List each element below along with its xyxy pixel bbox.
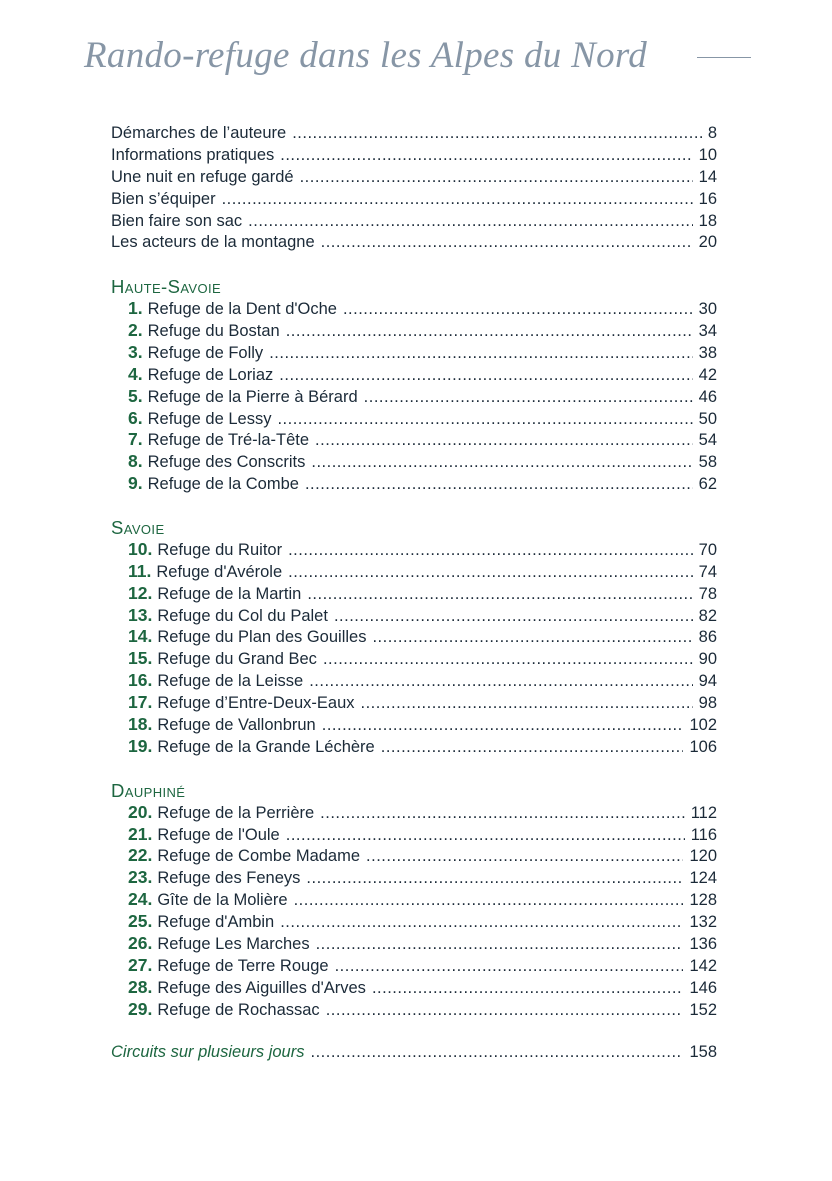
page-title: Rando-refuge dans les Alpes du Nord bbox=[84, 35, 648, 76]
table-of-contents bbox=[111, 123, 717, 1064]
toc-entry-number: 2. bbox=[128, 320, 143, 341]
toc-entry[interactable] bbox=[111, 539, 717, 561]
dot-leader bbox=[288, 540, 693, 562]
dot-leader bbox=[311, 452, 692, 474]
toc-entry[interactable] bbox=[111, 320, 717, 342]
toc-entry[interactable] bbox=[111, 736, 717, 758]
toc-entry[interactable] bbox=[111, 429, 717, 451]
toc-entry-label: Démarches de l’auteure bbox=[111, 124, 287, 142]
toc-entry-label: Refuge des Feneys bbox=[157, 869, 301, 888]
dot-leader bbox=[292, 123, 702, 145]
toc-entry-page: 120 bbox=[689, 847, 717, 866]
toc-entry[interactable] bbox=[111, 386, 717, 408]
toc-entry-number: 1. bbox=[128, 298, 143, 319]
dot-leader bbox=[307, 584, 692, 606]
toc-entry-label: Circuits sur plusieurs jours bbox=[111, 1043, 305, 1062]
dot-leader bbox=[269, 343, 692, 365]
toc-entry-label: Informations pratiques bbox=[111, 145, 275, 164]
dot-leader bbox=[326, 1000, 684, 1022]
dot-leader bbox=[321, 232, 693, 254]
dot-leader bbox=[286, 321, 693, 343]
toc-entry-page: 34 bbox=[698, 322, 717, 341]
dot-leader bbox=[334, 606, 693, 628]
toc-entry-number: 11. bbox=[128, 560, 152, 581]
toc-entry[interactable] bbox=[111, 145, 717, 167]
toc-entry-label: Refuge de Vallonbrun bbox=[157, 716, 316, 735]
toc-entry[interactable] bbox=[111, 911, 717, 933]
toc-entry-title bbox=[111, 824, 280, 847]
dot-leader bbox=[381, 737, 684, 759]
toc-entry-title bbox=[111, 583, 301, 606]
toc-entry-number: 25. bbox=[128, 911, 153, 932]
toc-entry-title bbox=[111, 845, 360, 868]
toc-entry-page: 10 bbox=[698, 145, 717, 164]
toc-entry[interactable] bbox=[111, 802, 717, 824]
section-heading-dauphine: Dauphiné bbox=[111, 779, 186, 801]
toc-entry-title bbox=[111, 714, 316, 737]
toc-entry[interactable] bbox=[111, 167, 717, 189]
toc-entry-page: 46 bbox=[698, 387, 717, 406]
toc-entry-title bbox=[111, 298, 337, 321]
dot-leader bbox=[306, 868, 683, 890]
toc-entry-title bbox=[111, 364, 273, 387]
toc-entry-page: 62 bbox=[698, 475, 717, 494]
toc-entry-title bbox=[111, 342, 263, 365]
toc-entry-label: Bien s’équiper bbox=[111, 189, 216, 208]
dot-leader bbox=[320, 803, 685, 825]
toc-entry-title bbox=[111, 889, 288, 912]
toc-entry-page: 152 bbox=[689, 1000, 717, 1019]
toc-entry-title bbox=[111, 933, 310, 956]
toc-entry-number: 22. bbox=[128, 845, 153, 866]
toc-entry-page: 30 bbox=[698, 300, 717, 319]
toc-entry-page: 74 bbox=[698, 562, 717, 581]
toc-entry[interactable] bbox=[111, 977, 717, 999]
dot-leader bbox=[316, 934, 684, 956]
toc-entry-label: Une nuit en refuge gardé bbox=[111, 167, 294, 186]
toc-entry-title bbox=[111, 670, 303, 693]
dot-leader bbox=[372, 978, 684, 1000]
toc-entry[interactable] bbox=[111, 123, 717, 145]
dot-leader bbox=[294, 890, 684, 912]
dot-leader bbox=[364, 387, 693, 409]
toc-entry-label: Gîte de la Molière bbox=[157, 891, 288, 910]
toc-entry-label: Refuge de la Dent d'Oche bbox=[147, 300, 337, 319]
toc-entry[interactable] bbox=[111, 364, 717, 386]
toc-entry[interactable] bbox=[111, 692, 717, 714]
toc-entry-page: 8 bbox=[707, 124, 717, 142]
dot-leader bbox=[280, 145, 692, 167]
dot-leader bbox=[315, 430, 693, 452]
toc-entry-page: 132 bbox=[689, 913, 717, 932]
toc-entry-label: Refuge de la Combe bbox=[147, 475, 299, 494]
toc-entry-number: 4. bbox=[128, 363, 143, 384]
toc-entry-label: Refuge de la Perrière bbox=[157, 803, 315, 822]
toc-entry-number: 9. bbox=[128, 473, 143, 494]
toc-entry-number: 24. bbox=[128, 889, 153, 910]
toc-entry[interactable] bbox=[111, 189, 717, 211]
toc-entry-label: Refuge des Aiguilles d'Arves bbox=[157, 978, 366, 997]
toc-entry[interactable] bbox=[111, 626, 717, 648]
toc-entry-page: 98 bbox=[698, 694, 717, 713]
toc-entry-label: Refuge du Grand Bec bbox=[157, 650, 317, 669]
toc-entry[interactable] bbox=[111, 824, 717, 846]
toc-entry-page: 58 bbox=[698, 453, 717, 472]
toc-entry-label: Refuge de Terre Rouge bbox=[157, 956, 329, 975]
toc-entry-page: 20 bbox=[698, 233, 717, 252]
toc-entry[interactable] bbox=[111, 648, 717, 670]
toc-entry[interactable] bbox=[111, 342, 717, 364]
toc-entry[interactable] bbox=[111, 889, 717, 911]
toc-entry-page: 14 bbox=[698, 167, 717, 186]
toc-entry-label: Refuge de Folly bbox=[147, 343, 264, 362]
dot-leader bbox=[309, 671, 692, 693]
toc-entry[interactable] bbox=[111, 451, 717, 473]
toc-entry-number: 10. bbox=[128, 538, 153, 559]
dot-leader bbox=[288, 562, 693, 584]
toc-entry-title bbox=[111, 736, 375, 759]
toc-entry-label: Refuge d’Entre-Deux-Eaux bbox=[157, 694, 355, 713]
toc-entry-title bbox=[111, 955, 329, 978]
toc-entry[interactable] bbox=[111, 232, 717, 254]
toc-entry[interactable] bbox=[111, 211, 717, 233]
toc-entry-page: 158 bbox=[689, 1043, 717, 1062]
toc-entry-number: 8. bbox=[128, 451, 143, 472]
dot-leader bbox=[300, 167, 693, 189]
toc-entry-circuits[interactable] bbox=[111, 1042, 717, 1064]
toc-entry-label: Refuge des Conscrits bbox=[147, 453, 306, 472]
toc-entry-number: 6. bbox=[128, 407, 143, 428]
toc-entry-title bbox=[111, 451, 305, 474]
toc-entry-page: 116 bbox=[690, 825, 717, 844]
toc-entry-title bbox=[111, 648, 317, 671]
toc-entry[interactable] bbox=[111, 561, 717, 583]
toc-entry-number: 28. bbox=[128, 976, 153, 997]
toc-entry-label: Refuge de la Grande Léchère bbox=[157, 737, 375, 756]
toc-entry-label: Refuge de l'Oule bbox=[157, 825, 280, 844]
dot-leader bbox=[248, 211, 692, 233]
title-rule bbox=[697, 57, 751, 58]
toc-entry-page: 70 bbox=[698, 540, 717, 559]
toc-entry-page: 146 bbox=[689, 978, 717, 997]
toc-entry-page: 128 bbox=[689, 891, 717, 910]
dot-leader bbox=[222, 189, 693, 211]
toc-entry-number: 5. bbox=[128, 385, 143, 406]
toc-entry-number: 16. bbox=[128, 670, 153, 691]
toc-entry-page: 90 bbox=[698, 650, 717, 669]
toc-entry-page: 102 bbox=[689, 716, 717, 735]
toc-entry-label: Refuge Les Marches bbox=[157, 934, 310, 953]
toc-entry-title bbox=[111, 802, 314, 825]
toc-entry[interactable] bbox=[111, 955, 717, 977]
toc-entry-number: 7. bbox=[128, 429, 143, 450]
toc-entry-page: 124 bbox=[689, 869, 717, 888]
toc-entry-number: 27. bbox=[128, 954, 153, 975]
dot-leader bbox=[343, 299, 693, 321]
toc-entry-title bbox=[111, 386, 358, 409]
toc-entry-title bbox=[111, 977, 366, 1000]
toc-entry-page: 94 bbox=[698, 672, 717, 691]
toc-entry-page: 38 bbox=[698, 343, 717, 362]
toc-entry-label: Refuge de Loriaz bbox=[147, 365, 274, 384]
toc-entry-title bbox=[111, 911, 274, 934]
toc-entry-number: 23. bbox=[128, 867, 153, 888]
toc-entry[interactable] bbox=[111, 867, 717, 889]
toc-entry[interactable] bbox=[111, 473, 717, 495]
toc-entry-number: 13. bbox=[128, 604, 153, 625]
section-heading-haute-savoie: Haute-Savoie bbox=[111, 276, 222, 298]
dot-leader bbox=[277, 409, 692, 431]
toc-entry-title bbox=[111, 999, 320, 1022]
toc-entry-label: Refuge du Plan des Gouilles bbox=[157, 628, 367, 647]
toc-entry-number: 19. bbox=[128, 735, 153, 756]
toc-entry[interactable] bbox=[111, 999, 717, 1021]
toc-entry[interactable] bbox=[111, 670, 717, 692]
toc-entry-number: 17. bbox=[128, 692, 153, 713]
dot-leader bbox=[366, 846, 683, 868]
toc-entry-label: Refuge de la Leisse bbox=[157, 672, 304, 691]
dot-leader bbox=[335, 956, 684, 978]
toc-entry-number: 21. bbox=[128, 823, 153, 844]
section-heading-savoie: Savoie bbox=[111, 517, 165, 539]
toc-entry-page: 142 bbox=[689, 956, 717, 975]
toc-entry-label: Refuge de la Martin bbox=[157, 584, 302, 603]
toc-entry[interactable] bbox=[111, 298, 717, 320]
toc-entry-number: 20. bbox=[128, 801, 153, 822]
dot-leader bbox=[372, 627, 692, 649]
toc-entry-label: Refuge du Col du Palet bbox=[157, 606, 328, 625]
toc-entry-title bbox=[111, 408, 271, 431]
dot-leader bbox=[322, 715, 684, 737]
toc-entry-label: Bien faire son sac bbox=[111, 211, 243, 230]
toc-entry-label: Refuge de Rochassac bbox=[157, 1000, 320, 1019]
toc-entry-number: 29. bbox=[128, 998, 153, 1019]
dot-leader bbox=[310, 1042, 683, 1064]
dot-leader bbox=[305, 474, 693, 496]
toc-entry-title bbox=[111, 473, 299, 496]
toc-entry[interactable] bbox=[111, 583, 717, 605]
toc-entry-title bbox=[111, 605, 328, 628]
toc-entry[interactable] bbox=[111, 714, 717, 736]
toc-entry-title bbox=[111, 626, 366, 649]
toc-entry-number: 12. bbox=[128, 582, 153, 603]
toc-entry-page: 42 bbox=[698, 365, 717, 384]
dot-leader bbox=[323, 649, 693, 671]
toc-entry-page: 112 bbox=[690, 803, 717, 822]
toc-entry-number: 15. bbox=[128, 648, 153, 669]
dot-leader bbox=[279, 365, 692, 387]
toc-entry-title bbox=[111, 320, 280, 343]
toc-entry-page: 16 bbox=[698, 189, 717, 208]
toc-entry-page: 18 bbox=[698, 211, 717, 230]
toc-entry-page: 86 bbox=[698, 628, 717, 647]
toc-entry-number: 18. bbox=[128, 714, 153, 735]
toc-entry-label: Refuge d'Ambin bbox=[157, 913, 275, 932]
toc-entry-label: Refuge du Ruitor bbox=[157, 540, 283, 559]
toc-entry-title bbox=[111, 692, 355, 715]
dot-leader bbox=[280, 912, 683, 934]
toc-entry-title bbox=[111, 539, 282, 562]
dot-leader bbox=[286, 825, 685, 847]
toc-entry-label: Les acteurs de la montagne bbox=[111, 233, 315, 252]
dot-leader bbox=[361, 693, 693, 715]
toc-entry[interactable] bbox=[111, 845, 717, 867]
toc-entry[interactable] bbox=[111, 605, 717, 627]
toc-entry[interactable] bbox=[111, 933, 717, 955]
toc-entry-page: 50 bbox=[698, 409, 717, 428]
toc-entry-page: 54 bbox=[698, 431, 717, 450]
toc-entry-page: 106 bbox=[689, 737, 717, 756]
toc-entry-label: Refuge du Bostan bbox=[147, 322, 280, 341]
toc-entry-label: Refuge de Combe Madame bbox=[157, 847, 361, 866]
toc-entry-number: 26. bbox=[128, 932, 153, 953]
toc-entry-label: Refuge de la Pierre à Bérard bbox=[147, 387, 358, 406]
toc-entry[interactable] bbox=[111, 408, 717, 430]
toc-entry-label: Refuge de Tré-la-Tête bbox=[147, 431, 310, 450]
toc-entry-label: Refuge d'Avérole bbox=[156, 562, 283, 581]
toc-entry-title bbox=[111, 867, 300, 890]
toc-entry-number: 3. bbox=[128, 341, 143, 362]
toc-entry-title bbox=[111, 429, 309, 452]
toc-entry-title bbox=[111, 561, 282, 584]
toc-entry-page: 136 bbox=[689, 934, 717, 953]
toc-entry-label: Refuge de Lessy bbox=[147, 409, 272, 428]
toc-entry-page: 82 bbox=[698, 606, 717, 625]
toc-entry-number: 14. bbox=[128, 626, 153, 647]
toc-entry-page: 78 bbox=[698, 584, 717, 603]
